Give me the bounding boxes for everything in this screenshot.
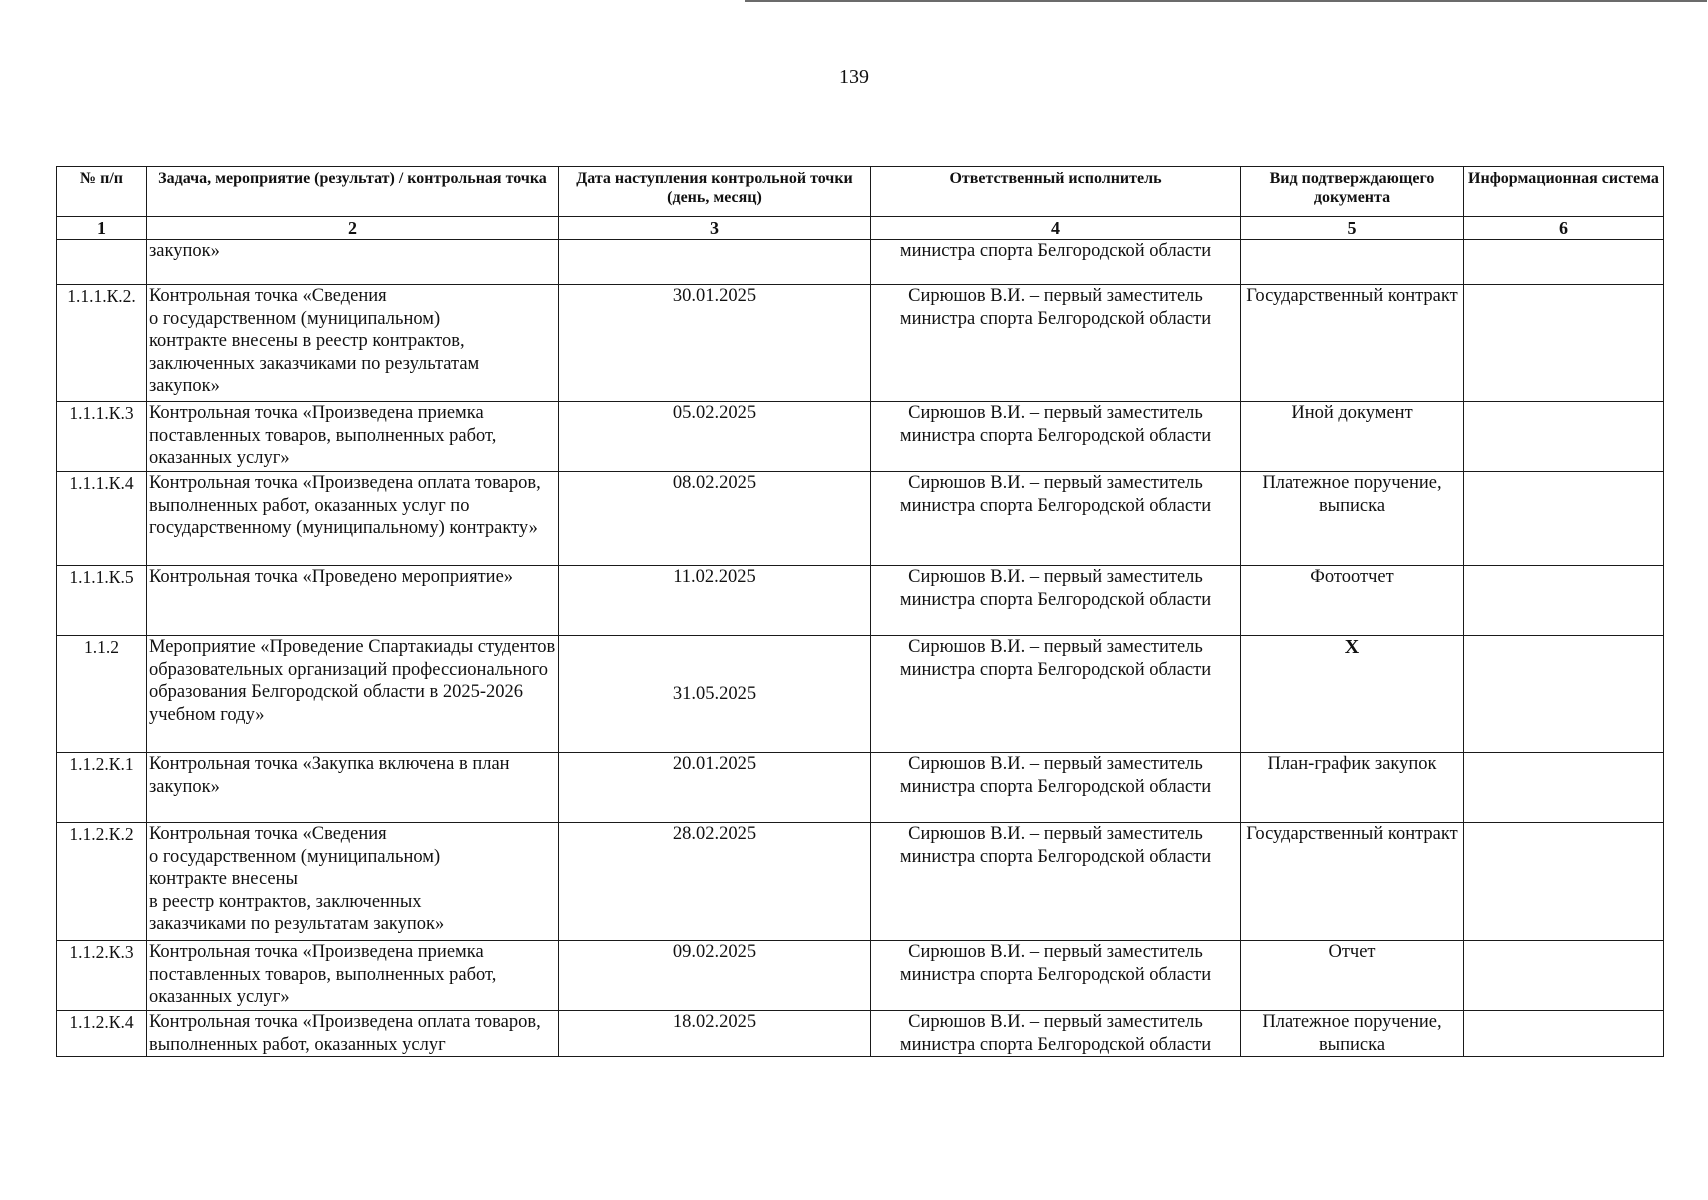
row-number: 1.1.1.К.2.	[57, 285, 147, 402]
column-number: 4	[871, 217, 1241, 240]
row-info-system	[1464, 1011, 1664, 1057]
row-document: Платежное поручение, выписка	[1241, 1011, 1464, 1057]
row-number: 1.1.1.К.5	[57, 566, 147, 636]
row-task: Контрольная точка «Произведена оплата товаров, выполненных работ, оказанных услуг	[147, 1011, 559, 1057]
column-number: 5	[1241, 217, 1464, 240]
row-number: 1.1.1.К.4	[57, 472, 147, 566]
row-date	[559, 240, 871, 285]
column-number-row	[57, 217, 1664, 240]
row-number: 1.1.1.К.3	[57, 402, 147, 472]
row-date: 28.02.2025	[559, 823, 871, 941]
table-row	[57, 753, 1664, 823]
column-number: 1	[57, 217, 147, 240]
row-number: 1.1.2	[57, 636, 147, 753]
row-date: 20.01.2025	[559, 753, 871, 823]
row-document: X	[1241, 636, 1464, 753]
row-info-system	[1464, 636, 1664, 753]
table-row	[57, 941, 1664, 1011]
table-row	[57, 823, 1664, 941]
column-number: 3	[559, 217, 871, 240]
row-date: 09.02.2025	[559, 941, 871, 1011]
row-task: Контрольная точка «Проведено мероприятие»	[147, 566, 559, 636]
row-task: Контрольная точка «Произведена приемка поставленных товаров, выполненных работ, оказанных услуг»	[147, 402, 559, 472]
row-responsible: Сирюшов В.И. – первый заместитель министра спорта Белгородской области	[871, 823, 1241, 941]
row-responsible: Сирюшов В.И. – первый заместитель министра спорта Белгородской области	[871, 753, 1241, 823]
table-row	[57, 285, 1664, 402]
table-row	[57, 636, 1664, 753]
row-info-system	[1464, 285, 1664, 402]
table-row	[57, 472, 1664, 566]
row-responsible: Сирюшов В.И. – первый заместитель министра спорта Белгородской области	[871, 402, 1241, 472]
row-document	[1241, 240, 1464, 285]
row-info-system	[1464, 941, 1664, 1011]
row-date: 11.02.2025	[559, 566, 871, 636]
row-number: 1.1.2.К.1	[57, 753, 147, 823]
row-date: 18.02.2025	[559, 1011, 871, 1057]
row-info-system	[1464, 823, 1664, 941]
column-number: 6	[1464, 217, 1664, 240]
row-task: Контрольная точка «Сведения о государственном (муниципальном) контракте внесены в реестр контрактов, заключенных заказчиками по результатам закупок»	[147, 285, 559, 402]
row-number: 1.1.2.К.3	[57, 941, 147, 1011]
header-info-system: Информационная система	[1464, 167, 1664, 217]
row-responsible: Сирюшов В.И. – первый заместитель министра спорта Белгородской области	[871, 941, 1241, 1011]
table-row	[57, 1011, 1664, 1057]
row-date: 30.01.2025	[559, 285, 871, 402]
row-task: Контрольная точка «Закупка включена в план закупок»	[147, 753, 559, 823]
row-responsible: министра спорта Белгородской области	[871, 240, 1241, 285]
row-document: Иной документ	[1241, 402, 1464, 472]
row-document: Платежное поручение, выписка	[1241, 472, 1464, 566]
row-task: Контрольная точка «Произведена приемка поставленных товаров, выполненных работ, оказанных услуг»	[147, 941, 559, 1011]
row-info-system	[1464, 402, 1664, 472]
row-responsible: Сирюшов В.И. – первый заместитель министра спорта Белгородской области	[871, 566, 1241, 636]
row-document: Государственный контракт	[1241, 285, 1464, 402]
header-num: № п/п	[57, 167, 147, 217]
table-row	[57, 402, 1664, 472]
row-info-system	[1464, 472, 1664, 566]
row-document: Государственный контракт	[1241, 823, 1464, 941]
row-date: 05.02.2025	[559, 402, 871, 472]
row-info-system	[1464, 240, 1664, 285]
column-number: 2	[147, 217, 559, 240]
row-document: Отчет	[1241, 941, 1464, 1011]
row-task: Мероприятие «Проведение Спартакиады студентов образовательных организаций профессионального образования Белгородской области в 2025-2026 учебном году»	[147, 636, 559, 753]
row-document: Фотоотчет	[1241, 566, 1464, 636]
header-task: Задача, мероприятие (результат) / контрольная точка	[147, 167, 559, 217]
header-responsible: Ответственный исполнитель	[871, 167, 1241, 217]
header-date: Дата наступления контрольной точки (день, месяц)	[559, 167, 871, 217]
control-points-table	[56, 166, 1664, 1057]
row-task: Контрольная точка «Сведения о государственном (муниципальном) контракте внесены в реестр контрактов, заключенных заказчиками по результатам закупок»	[147, 823, 559, 941]
row-responsible: Сирюшов В.И. – первый заместитель министра спорта Белгородской области	[871, 636, 1241, 753]
row-date: 31.05.2025	[559, 636, 871, 753]
row-number: 1.1.2.К.2	[57, 823, 147, 941]
row-date: 08.02.2025	[559, 472, 871, 566]
row-task: Контрольная точка «Произведена оплата товаров, выполненных работ, оказанных услуг по государственному (муниципальному) контракту»	[147, 472, 559, 566]
row-document: План-график закупок	[1241, 753, 1464, 823]
row-info-system	[1464, 566, 1664, 636]
row-task: закупок»	[147, 240, 559, 285]
scan-edge-line	[745, 0, 1707, 2]
header-row	[57, 167, 1664, 217]
row-responsible: Сирюшов В.И. – первый заместитель министра спорта Белгородской области	[871, 472, 1241, 566]
row-info-system	[1464, 753, 1664, 823]
row-responsible: Сирюшов В.И. – первый заместитель министра спорта Белгородской области	[871, 1011, 1241, 1057]
page-number: 139	[839, 66, 869, 88]
header-document: Вид подтверждающего документа	[1241, 167, 1464, 217]
table-row	[57, 566, 1664, 636]
row-number: 1.1.2.К.4	[57, 1011, 147, 1057]
row-responsible: Сирюшов В.И. – первый заместитель министра спорта Белгородской области	[871, 285, 1241, 402]
table-row	[57, 240, 1664, 285]
row-number	[57, 240, 147, 285]
